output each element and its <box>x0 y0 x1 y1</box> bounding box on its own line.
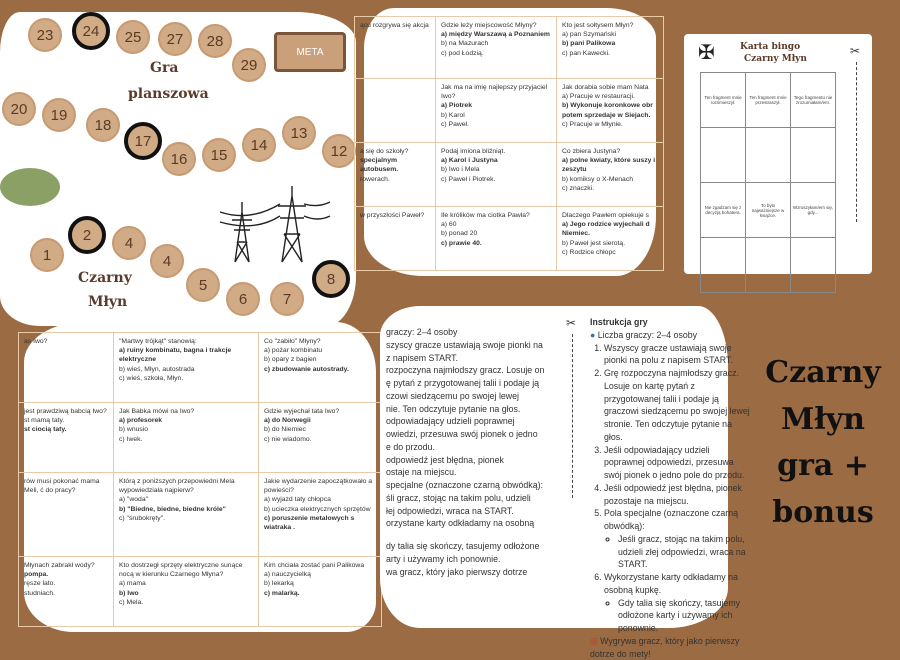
board-logo: Czarny <box>78 270 132 286</box>
board-field: 25 <box>116 20 150 54</box>
bingo-grid: Ten fragment mnie rozśmieszył. Ten fragment mnie przestraszył. Tego fragmentu nie zrozumiałam/em. Nie zgadzam się z decyzją bohatera. To było najważniejsze w książce. Wzruszyłam/em się, gdy... <box>700 72 836 293</box>
board-field: 14 <box>242 128 276 162</box>
board-field-special: 8 <box>312 260 350 298</box>
instructions-right: Instrukcja gry ● Liczba graczy: 2–4 osoby 1. Wszyscy gracze ustawiają swoje pionki na polu z napisem START. 2. Grę rozpoczyna najmłodszy gracz. Losuje on kartę pytań z przygotowanej talii i podaje ją graczowi siedzącemu po swojej lewej stronie. Ten odczytuje pytanie na głos. 3. Jeśli odpowiadający udzieli poprawnej odpowiedzi, przesuwa swój pionek o jedno pole do przodu. 4. Jeśli odpowiedź jest błędna, pionek pozostaje na miejscu. 5. Pola specjalne (oznaczone czarną obwódką): ◦ Jeśli gracz, stojąc na takim polu, udzieli złej odpowiedzi, wraca na START. 6. Wykorzystane karty odkładamy na osobną kupkę. ◦ Gdy talia się skończy, tasujemy odłożone karty i używamy ich ponownie. ◎ Wygrywa gracz, który jako pierwszy dotrze do mety! <box>590 316 750 660</box>
board-field: 7 <box>270 282 304 316</box>
windmill-icon: ✠ <box>698 42 715 64</box>
scissors-icon: ✂ <box>850 44 861 58</box>
board-panel <box>0 12 356 326</box>
power-lines-icon <box>220 182 330 267</box>
board-field-special: 17 <box>124 122 162 160</box>
board-field: 5 <box>186 268 220 302</box>
board-logo-2: Młyn <box>88 294 128 310</box>
board-field: 16 <box>162 142 196 176</box>
question-cards-bottom <box>24 322 376 632</box>
board-field-special: 24 <box>72 12 110 50</box>
scissors-icon: ✂ <box>566 316 577 330</box>
meta-field: META <box>274 32 346 72</box>
board-field: 15 <box>202 138 236 172</box>
board-title: Gra <box>150 60 179 76</box>
board-field: 18 <box>86 108 120 142</box>
board-field: 4 <box>150 244 184 278</box>
bingo-card <box>684 34 872 274</box>
board-field: 13 <box>282 116 316 150</box>
cut-line <box>856 62 857 222</box>
board-field: 28 <box>198 24 232 58</box>
question-grid-top: ącu rozgrywa się akcja Gdzie leży miejscowość Młyny? a) między Warszawą a Poznaniem b) na Mazurach c) pod Łodzią. Kto jest sołtysem Młyn? a) pan Szymański b) pani Palikowa c) pan Kawecki. Jak ma na imię najlepszy przyjaciel Iwo? a) Piotrek b) Karol c) Paweł. Jak dorabia sobie mam Nata a) Pracuje w restauracji. b) Wykonuje koronkowe obr potem sprzedaje w Siejach. c) Pracuje w Młynie. a się do szkoły? specjalnym autobusem. rowerach. Podaj imiona bliźniąt. a) Karol i Justyna b) Iwo i Mela c) Paweł i Piotrek. Co zbiera Justyna? a) polne kwiaty, które suszy i zeszytu b) komiksy o X-Menach c) znaczki. w przyszłości Paweł? Ile królików ma ciotka Pawła? a) 60 b) ponad 20 c) prawie 40. Dlaczego Pawłem opiekuje s a) Jego rodzice wyjechali d Niemiec. b) Paweł jest sierotą. c) Rodzice chłopc <box>354 16 664 271</box>
board-field: 20 <box>2 92 36 126</box>
side-title: Czarny Młyn gra + bonus <box>765 355 881 530</box>
board-field: 1 <box>30 238 64 272</box>
board-field: 19 <box>42 98 76 132</box>
bingo-title: Karta bingo <box>740 42 801 52</box>
question-cards-top <box>360 8 656 276</box>
board-field: 23 <box>28 18 62 52</box>
grass-decoration <box>0 168 60 206</box>
board-field: 4 <box>112 226 146 260</box>
cut-line <box>572 334 573 498</box>
board-field-special: 2 <box>68 216 106 254</box>
instructions-left: graczy: 2–4 osoby szyscy gracze ustawiają swoje pionki na z napisem START. rozpoczyna najmłodszy gracz. Losuje on ę pytań z przygotowanej talii i podaje ją czowi siedzącemu po swojej lewej nie. Ten odczytuje pytanie na głos. odpowiadający udzieli poprawnej owiedzi, przesuwa swój pionek o jedno e do przodu. odpowiedź jest błędna, pionek ostaje na miejscu. specjalne (oznaczone czarną obwódką): śli gracz, stojąc na takim polu, udzieli łej odpowiedzi, wraca na START. orzystane karty odkładamy na osobną dy talia się skończy, tasujemy odłożone arty i używamy ich ponownie. wa gracz, który jako pierwszy dotrze <box>386 327 545 577</box>
board-field: 12 <box>322 134 356 168</box>
board-field: 29 <box>232 48 266 82</box>
players-icon: ● <box>590 329 596 340</box>
question-grid-bottom: as Iwo? "Martwy trójkąt" stanowią: a) ruiny kombinatu, bagna i trakcje elektryczne b) wieś, Młyn, autostrada c) wieś, szkoła, Młyn. Co "zabiło" Młyny? a) pożar kombinatu b) opary z bagien c) zbudowanie autostrady. jest prawdziwą babcią Iwo? st mamą taty. st ciocią taty. Jak Babka mówi na Iwo? a) profesorek b) wnusio c) Iwek. Gdzie wyjechał tata Iwo? a) do Norwegii b) do Niemiec c) nie wiadomo. rów musi pokonać mama Meli, ć do pracy? Którą z poniższych przepowiedni Mela wypowiedziała najpierw? a) "woda" b) "Biedne, biedne, biedne króle" c) "śrubokręty". Jakie wydarzenie zapoczątkowało a powieści? a) wyjazd taty chłopca b) ucieczka elektrycznych sprzętów c) poruszenie metalowych s wiatraka . Młynach zabrakł wody? pompa. ręsze lato. studniach. Kto dostrzegł sprzęty elektryczne sunące nocą w kierunku Czarnego Młyna? a) mama b) Iwo c) Mela. Kim chciała zostać pani Palikowa a) nauczycielką b) lekarką c) malarką. <box>18 332 382 627</box>
instructions-panel <box>380 306 750 659</box>
target-icon: ◎ <box>590 635 598 646</box>
board-title-2: planszowa <box>128 86 209 102</box>
board-field: 6 <box>226 282 260 316</box>
board-field: 27 <box>158 22 192 56</box>
bingo-subtitle: Czarny Młyn <box>744 54 807 64</box>
